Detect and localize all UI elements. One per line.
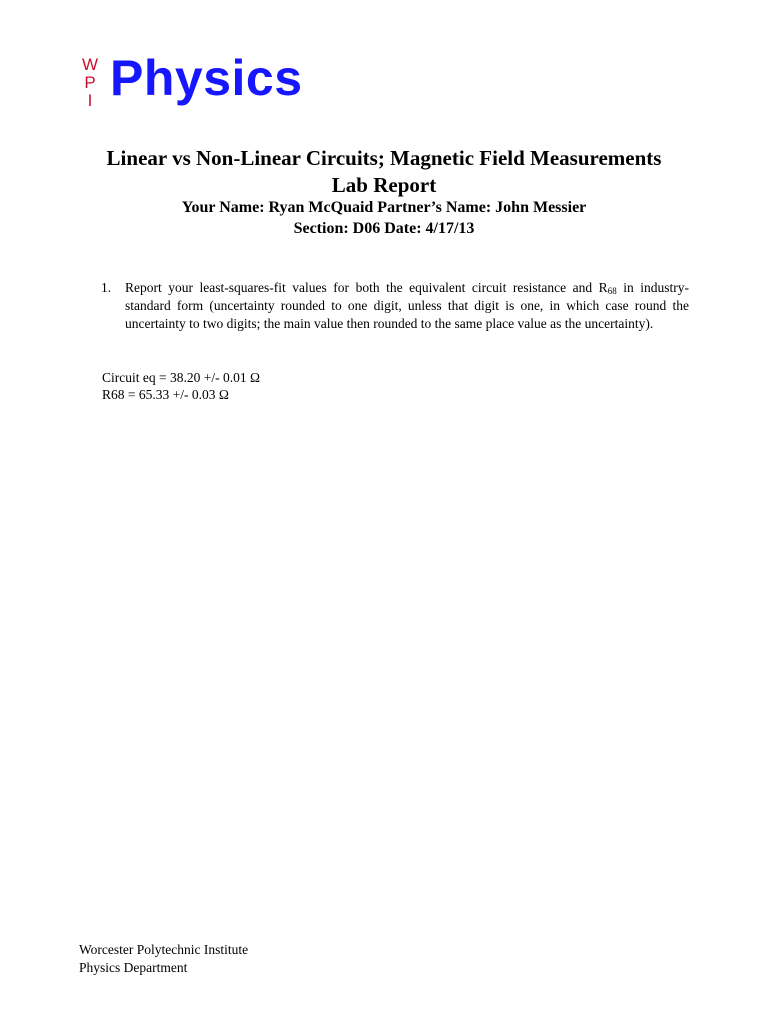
wpi-letter-i: I — [87, 91, 93, 110]
question-1 — [101, 279, 689, 333]
names-line: Your Name: Ryan McQuaid Partner’s Name: John Messier — [181, 199, 587, 216]
footer-institution: Worcester Polytechnic Institute — [79, 942, 249, 957]
answer-circuit-eq: Circuit eq = 38.20 +/- 0.01 Ω — [102, 370, 260, 385]
question-text — [125, 279, 689, 333]
logo-word-physics: Physics — [110, 50, 303, 106]
question-subscript: 68 — [607, 286, 617, 296]
footer-department: Physics Department — [79, 960, 188, 975]
wpi-letter-p: P — [84, 73, 96, 92]
wpi-letter-w: W — [82, 55, 99, 74]
answers-block — [102, 369, 260, 403]
question-text-before: Report your least-squares-fit values for both the equivalent circuit resistance and R — [125, 280, 608, 295]
answer-r68: R68 = 65.33 +/- 0.03 Ω — [102, 387, 229, 402]
footer — [79, 941, 248, 977]
report-title-line1: Linear vs Non-Linear Circuits; Magnetic Field Measurements — [106, 146, 662, 170]
question-text-after: in industry-standard form (uncertainty rounded to one digit, unless that digit is one, in which case round the uncertainty to two digits; the main value then rounded to the same place value as the uncertainty). — [125, 280, 689, 331]
wpi-letters — [82, 56, 98, 110]
report-title-line2: Lab Report — [331, 173, 437, 197]
wpi-physics-logo — [78, 50, 338, 120]
question-number: 1. — [101, 280, 112, 295]
section-date-line: Section: D06 Date: 4/17/13 — [293, 220, 475, 237]
